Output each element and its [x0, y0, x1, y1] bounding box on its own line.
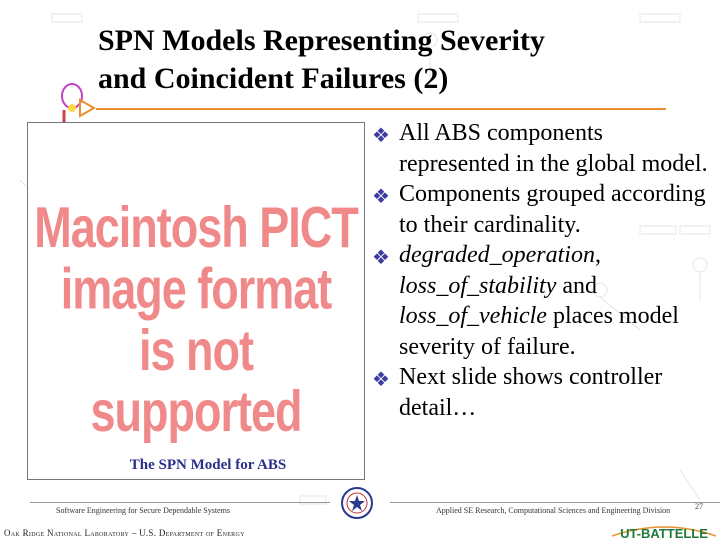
unsupported-image-message [28, 194, 364, 445]
place-name: degraded_operation [399, 242, 595, 268]
pict-line-3: is not supported [90, 317, 302, 445]
bullet-item [372, 179, 712, 240]
page-number: 27 [695, 502, 703, 511]
footer-divider-left [30, 502, 330, 503]
pict-line-1: Macintosh PICT [34, 194, 358, 260]
bullet-item [372, 362, 712, 423]
pict-line-2: image format [60, 255, 332, 322]
bullet-text: , [594, 242, 601, 268]
place-name: loss_of_vehicle [399, 303, 547, 329]
bullet-text: Components grouped according to their cardinality. [399, 181, 706, 238]
ut-battelle-logo [612, 522, 716, 540]
bullet-text: and [556, 272, 598, 299]
diamond-bullet-icon: ❖ [372, 123, 390, 147]
bullet-item [372, 118, 712, 179]
diamond-bullet-icon: ❖ [372, 367, 390, 391]
ut-logo-text: UT-BATTELLE [620, 526, 708, 540]
bullet-list [372, 118, 712, 423]
title-line-2: and Coincident Failures (2) [98, 62, 449, 95]
figure-caption: The SPN Model for ABS [129, 457, 287, 473]
place-name: loss_of_stability [399, 272, 557, 299]
title-line-1: SPN Models Representing Severity [98, 24, 545, 57]
footer-left-text: Software Engineering for Secure Dependable Systems [56, 506, 230, 515]
organization-name: Oak Ridge National Laboratory – U.S. Department of Energy [4, 528, 245, 538]
title-divider [96, 108, 666, 110]
bullet-text: places model severity of failure. [399, 303, 679, 360]
footer-right-text: Applied SE Research, Computational Sciences and Engineering Division [436, 506, 671, 515]
bullet-text: Next slide shows controller detail… [399, 364, 663, 421]
doe-seal-icon [340, 486, 374, 520]
slide-title [98, 22, 698, 98]
footer-divider-right [390, 502, 720, 503]
diamond-bullet-icon: ❖ [372, 245, 390, 269]
image-placeholder [27, 122, 365, 480]
bullet-text: All ABS components represented in the global model. [399, 120, 708, 177]
diamond-bullet-icon: ❖ [372, 184, 390, 208]
bullet-item [372, 240, 712, 362]
